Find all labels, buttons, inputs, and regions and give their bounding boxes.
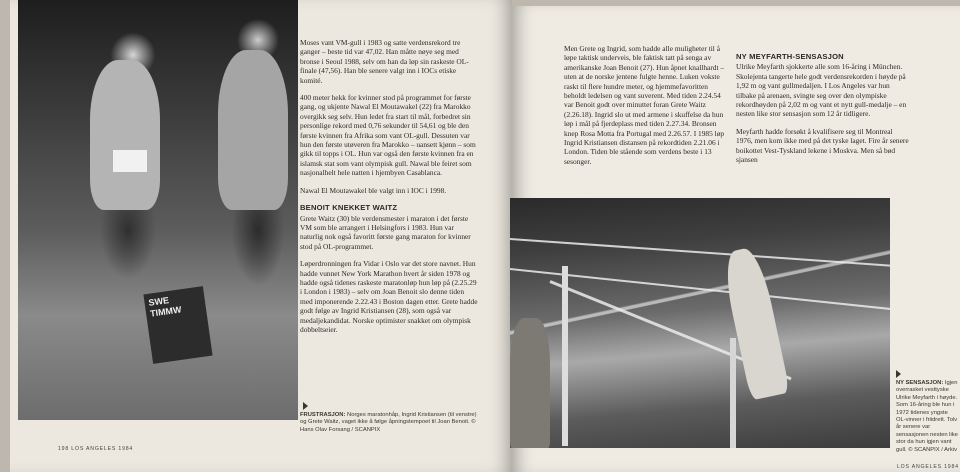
paragraph: Ulrike Meyfarth sjokkerte alle som 16-åring i München. Skolejenta tangerte hele godt verdensrekorden i høyde på 1,92 m og vant gullmedaljen. I Los Angeles var hun tilbake på arenaen, svingte seg over den olympiske rekordhøyden på 2,02 m og vant et nytt gull-medalje – en nesten like stor sensasjon som 12 år tidligere. — [736, 62, 907, 119]
right-column-2 — [736, 52, 910, 172]
runners-photo — [18, 0, 298, 420]
section-heading: NY MEYFARTH-SENSASJON — [736, 52, 844, 61]
caption-lead: FRUSTRASJON: — [300, 412, 346, 418]
runner-figure-left — [90, 60, 160, 210]
page-folio: 198 LOS ANGELES 1984 — [58, 446, 134, 452]
caption-lead: NY SENSASJON: — [896, 380, 944, 386]
paragraph: Nawal El Moutawakel ble valgt inn i IOC i 1998. — [300, 185, 447, 195]
photo-caption — [896, 380, 958, 454]
caption-credit: © Hans Olav Forsang / SCANPIX — [300, 419, 476, 433]
paragraph: Grete Waitz (30) ble verdensmester i maraton i det første VM som ble arrangert i Helsingfors i 1983. Hun var naturlig nok også favoritt første gang maraton for kvinner stod på OL-programmet. — [300, 213, 471, 251]
caption-credit: © SCANPIX / Arkiv — [908, 446, 957, 453]
left-column-top — [300, 38, 478, 342]
paragraph: Meyfarth hadde forsøkt å kvalifisere seg til Montreal 1976, men kom ikke med på det tyske laget. Fire år senere boikottet Vest-Tyskland lekene i Moskva. Men så bød sjansen — [736, 126, 909, 165]
bib-number — [113, 150, 147, 172]
paragraph: Løperdronningen fra Vidar i Oslo var det store navnet. Hun hadde vunnet New York Marathon hvert år siden 1978 og hadde også tidenes raskeste maratonløp hun løp på (2.25.29 i London i 1983) – selv om Joan Benoit slo denne tiden med imponerende 2.22.43 i Boston dagen etter. Grete hadde godt følge av Ingrid Kristiansen (28), som også var medaljekandidat. Norske optimister snakket om olympisk dobbeltseier. — [300, 259, 478, 334]
jump-standard-right — [730, 338, 736, 448]
caption-text: Norges maratonhåp, Ingrid Kristiansen (til venstre) og Grete Waitz, vaget ikke å følge åpningstempoet til Joan Benoit. — [300, 412, 477, 426]
paragraph: 400 meter hekk for kvinner stod på programmet for første gang, og ukjente Nawal El Moutawakel (22) fra Marokko overgikk seg selv. Hun ledet fra start til mål, forbedret sin personlige rekord med 0,76 sekunder til 54,61 og ble den første kvinnen fra Afrika som vant OL-gull. Dessuten var hun den første utøveren fra Marokko – uansett kjønn – som gikk til topps i OL. Hun var også den første kvinnen fra en islamsk stat som vant olympisk gull. Nawal ble feiret som nasjonalhelt hele natten i hjembyen Casablanca. — [300, 93, 476, 178]
track-line — [510, 238, 890, 268]
sponsor-sign: SWE TIMMW — [143, 286, 212, 364]
paragraph: Moses vant VM-gull i 1983 og satte verdensrekord tre ganger – beste tid var 47,02. Han måtte nøye seg med bronse i Seoul 1988, selv om han da løp sin raskeste OL-finale (47,56). Han ble senere valgt inn i IOCs etiske komité. — [300, 38, 469, 85]
spectator-figure — [510, 318, 550, 448]
page-folio: LOS ANGELES 1984 — [897, 464, 959, 470]
right-page — [512, 6, 960, 472]
caption-arrow-icon — [303, 402, 308, 410]
caption-text: Igjen overrasket vesttyske Ulrike Meyfarth i høyde. Som 16-åring ble hun i 1972 tidenes yngste OL-vinner i friidrett. Tolv år senere var sensasjonen nesten like stor da hun igjen vant gull. — [896, 380, 958, 453]
right-column-1 — [564, 44, 726, 174]
high-jump-photo — [510, 198, 890, 448]
section-heading: BENOIT KNEKKET WAITZ — [300, 203, 398, 213]
photo-caption — [300, 412, 480, 434]
runner-figure-right — [218, 50, 288, 210]
caption-arrow-icon — [896, 370, 901, 378]
left-page — [10, 0, 512, 472]
paragraph: Men Grete og Ingrid, som hadde alle muligheter til å løpe taktisk underveis, ble faktisk tatt på senga av amerikanske Joan Benoit (27). Hun åpnet knallhardt – uten at de norske jentene fulgte henne. Luken vokste raskt til flere hundre meter, og hjemmefavoritten beholdt ledelsen og vant suverent. Med tiden 2.24.54 var Benoit godt over minuttet foran Grete Waitz (2.26.18). Ingrid slo ut med armene i skuffelse da hun løp i mål på fjerdeplass med tiden 2.27.34. Bronsen knep Rosa Motta fra Portugal med 2.26.57. I 1985 løp Ingrid Kristiansen distansen på rekordtiden 2.21.06 i London. Tiden ble stående som verdens beste i 13 sesonger. — [564, 44, 725, 166]
jump-standard-left — [562, 266, 568, 446]
